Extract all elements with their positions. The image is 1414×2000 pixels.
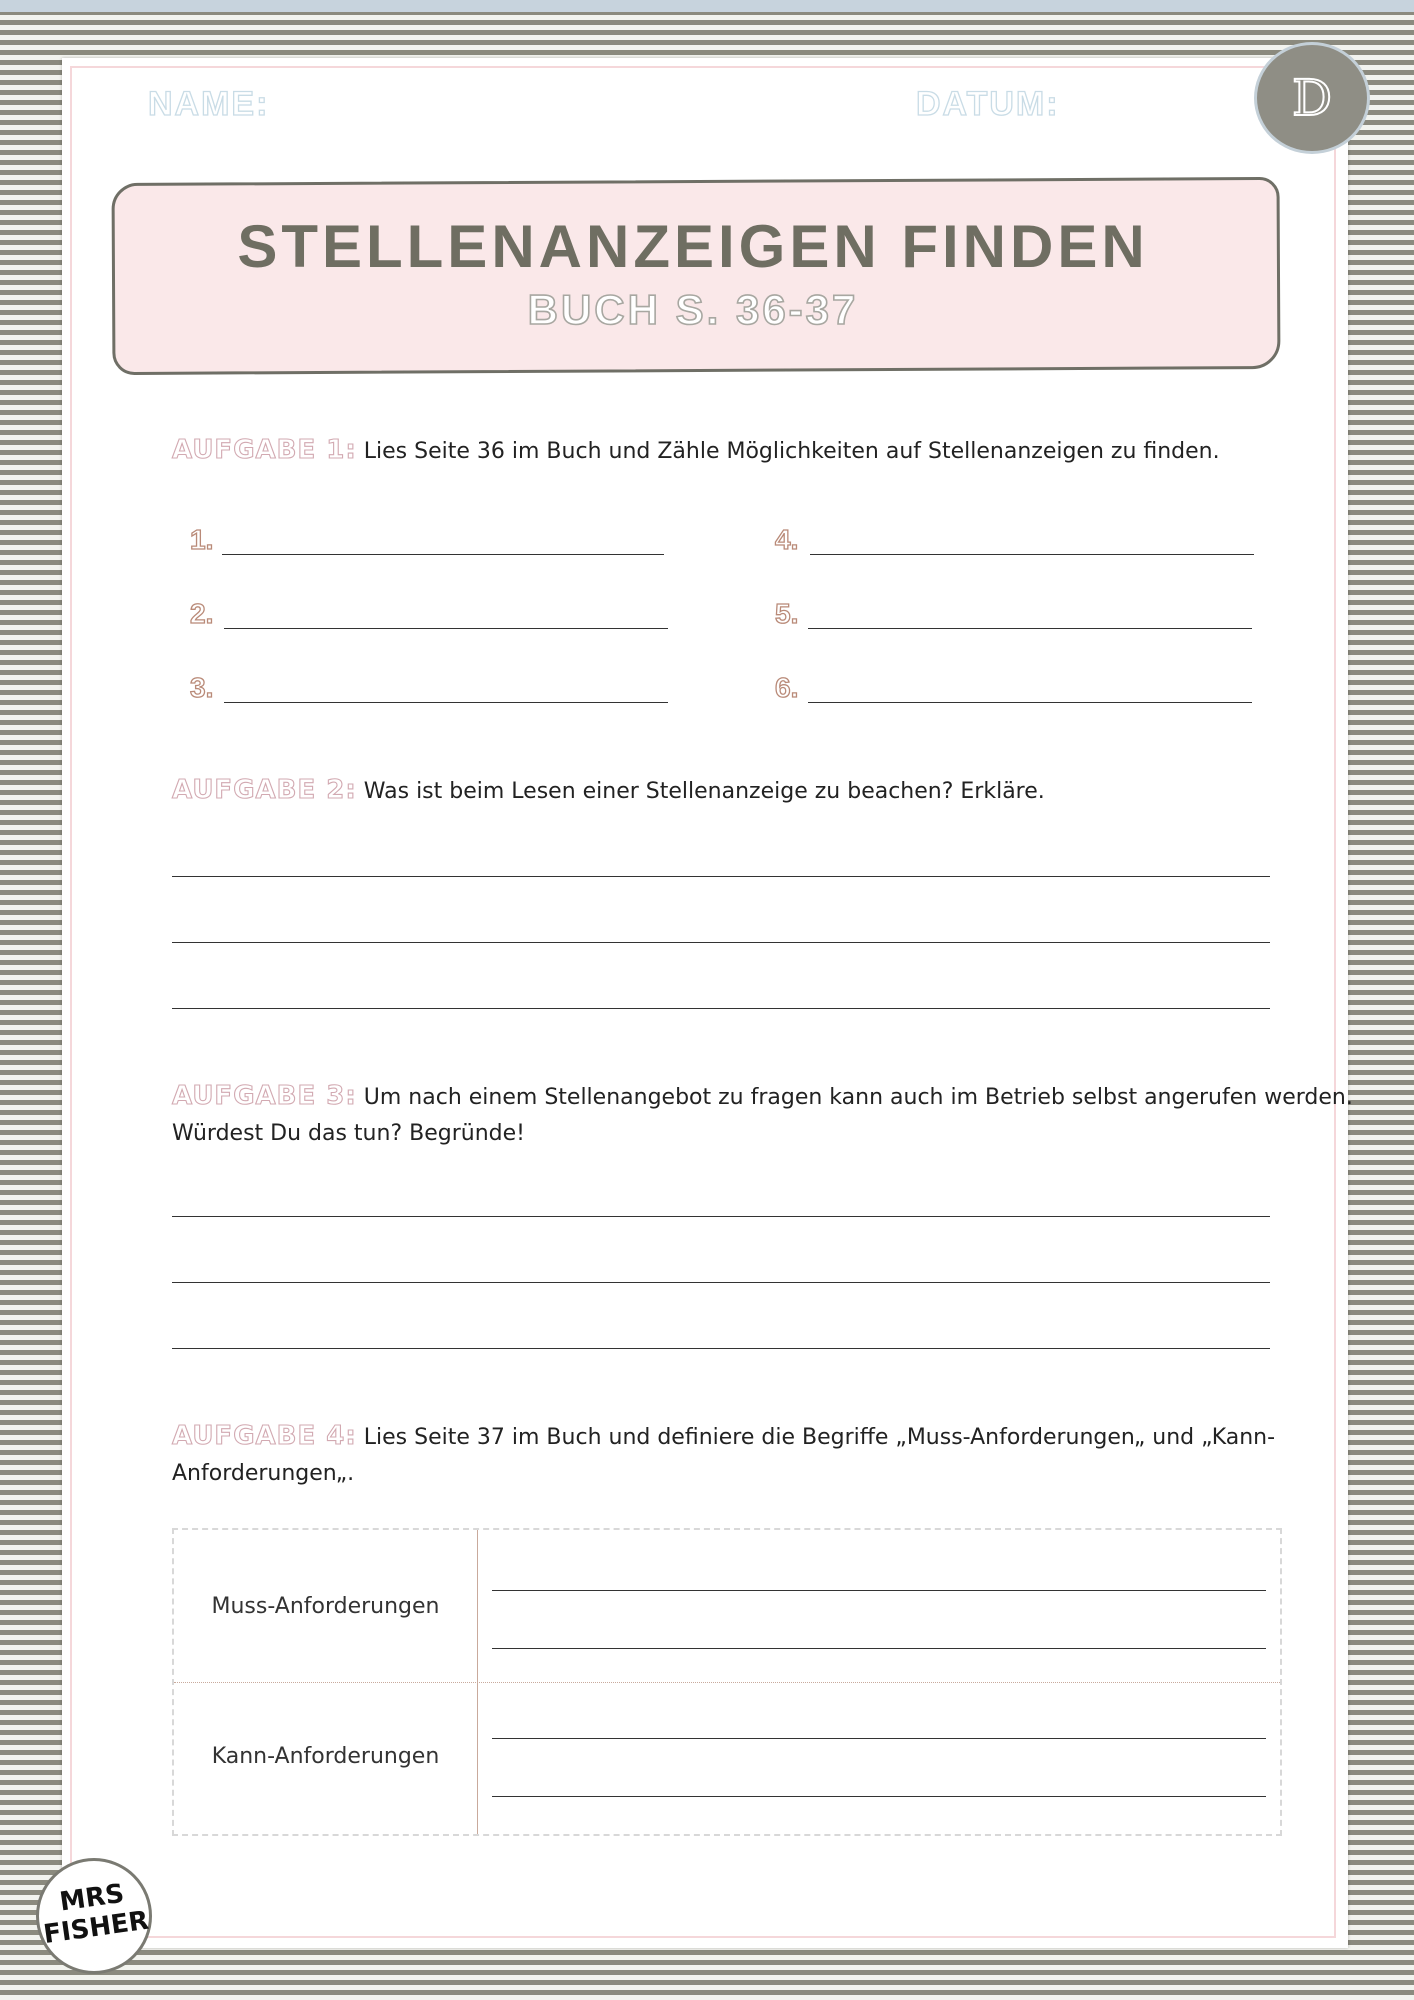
date-label: DATUM: <box>916 85 1060 123</box>
answer-line-6[interactable] <box>808 702 1252 703</box>
table-answer-line[interactable] <box>492 1590 1266 1591</box>
task-3-label: AUFGABE 3: <box>172 1081 357 1111</box>
table-label-muss: Muss-Anforderungen <box>211 1594 440 1619</box>
writing-line[interactable] <box>172 1216 1270 1217</box>
task-3-text: Um nach einem Stellenangebot zu fragen kann auch im Betrieb selbst angerufen werden. <box>363 1085 1353 1110</box>
answer-line-5[interactable] <box>808 628 1252 629</box>
table-answer-line[interactable] <box>492 1648 1266 1649</box>
answer-number-3: 3. <box>190 672 214 703</box>
logo-text: MRS FISHER <box>41 1878 151 1951</box>
table-answer-line[interactable] <box>492 1796 1266 1797</box>
writing-line[interactable] <box>172 1282 1270 1283</box>
answer-number-1: 1. <box>190 524 214 555</box>
task-4-text: Lies Seite 37 im Buch und definiere die Begriffe „Muss-Anforderungen„ und „Kann- <box>363 1425 1276 1450</box>
task-4-text-line2: Anforderungen„. <box>172 1461 355 1486</box>
writing-line[interactable] <box>172 1008 1270 1009</box>
answer-number-6: 6. <box>775 672 799 703</box>
answer-number-5: 5. <box>775 598 799 629</box>
author-logo <box>36 1858 152 1974</box>
task-2 <box>172 772 1045 810</box>
table-label-kann: Kann-Anforderungen <box>211 1744 440 1769</box>
task-4-label: AUFGABE 4: <box>172 1421 357 1451</box>
name-label: NAME: <box>148 85 270 123</box>
task-4 <box>172 1418 1275 1492</box>
task-2-text: Was ist beim Lesen einer Stellenanzeige zu beachen? Erkläre. <box>363 779 1045 804</box>
worksheet-subtitle: BUCH S. 36-37 <box>527 286 859 333</box>
writing-line[interactable] <box>172 942 1270 943</box>
task-3 <box>172 1078 1353 1152</box>
task-1-text: Lies Seite 36 im Buch und Zähle Möglichkeiten auf Stellenanzeigen zu finden. <box>363 439 1220 464</box>
level-badge <box>1254 42 1370 154</box>
worksheet-title: STELLENANZEIGEN FINDEN <box>237 213 1149 280</box>
answer-number-2: 2. <box>190 598 214 629</box>
task-1 <box>172 432 1220 470</box>
answer-line-1[interactable] <box>222 554 664 555</box>
table-answer-line[interactable] <box>492 1738 1266 1739</box>
table-row-divider <box>174 1682 1280 1683</box>
badge-letter: D <box>1291 69 1333 127</box>
writing-line[interactable] <box>172 876 1270 877</box>
answer-line-4[interactable] <box>810 554 1254 555</box>
writing-line[interactable] <box>172 1348 1270 1349</box>
task-1-label: AUFGABE 1: <box>172 435 357 465</box>
answer-number-4: 4. <box>775 524 799 555</box>
answer-line-3[interactable] <box>224 702 668 703</box>
task-3-text-line2: Würdest Du das tun? Begründe! <box>172 1121 525 1146</box>
top-band <box>0 0 1414 12</box>
task-2-label: AUFGABE 2: <box>172 775 357 805</box>
answer-line-2[interactable] <box>224 628 668 629</box>
